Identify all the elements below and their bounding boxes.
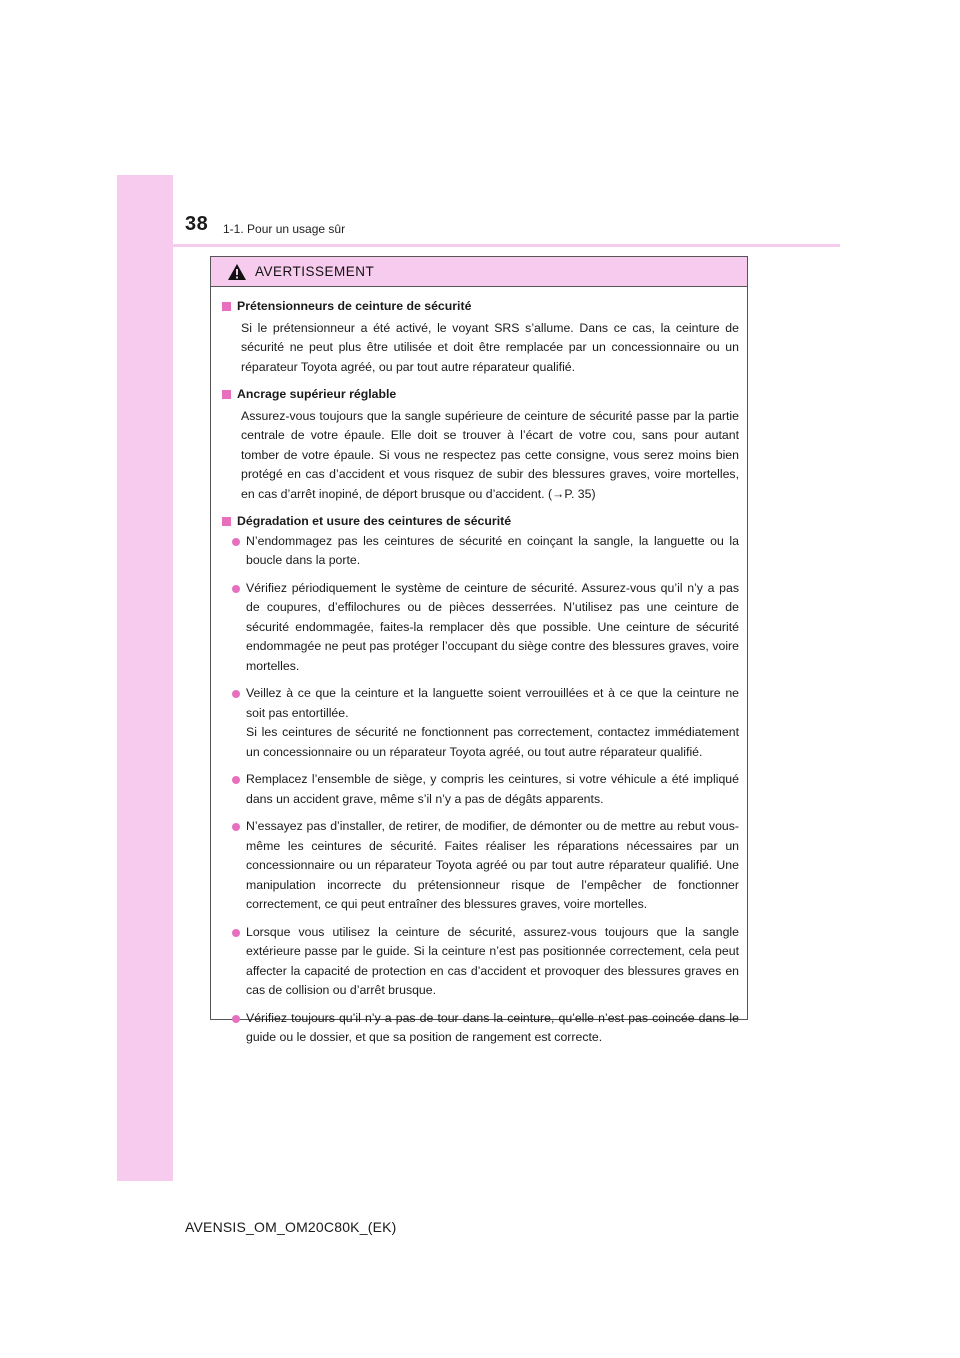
bullet-text: Veillez à ce que la ceinture et la languette soient verrouillées et à ce que la ceinture ne soit pas entortillée. Si les ceintures de sécurité ne fonctionnent pas correctement, contactez immédiatement un concessionnaire ou un réparateur Toyota agréé, ou tout autre réparateur qualifié.: [246, 686, 739, 759]
warning-header: [211, 257, 747, 287]
footer-doc-code: AVENSIS_OM_OM20C80K_(EK): [185, 1219, 397, 1235]
bullet-text: Vérifiez toujours qu’il n’y a pas de tour dans la ceinture, qu’elle n’est pas coincée dans le guide ou le dossier, et que sa position de rangement est correcte.: [246, 1010, 739, 1044]
section-paragraph: Assurez-vous toujours que la sangle supérieure de ceinture de sécurité passe par la partie centrale de votre épaule. Elle doit se trouver à l’écart de votre cou, sans pour autant tomber de votre épaule. Si vous ne respectez pas cette consigne, vous serez moins bien protégé en cas d’accident et vous risquez de subir des blessures graves, voire mortelles, en cas d’arrêt inopiné, de déport brusque ou d’accident. (→P. 35): [241, 408, 739, 501]
section-heading-text: Prétensionneurs de ceinture de sécurité: [237, 299, 472, 313]
bullet-item: [232, 1009, 739, 1048]
bullet-text: Remplacez l’ensemble de siège, y compris les ceintures, si votre véhicule a été impliqué dans un accident grave, même s’il n’y a pas de dégâts apparents.: [246, 772, 739, 806]
section-heading: [219, 385, 739, 405]
section-heading-text: Dégradation et usure des ceintures de sécurité: [237, 514, 512, 528]
round-bullet-icon: [232, 585, 240, 593]
round-bullet-icon: [232, 823, 240, 831]
round-bullet-icon: [232, 1015, 240, 1023]
round-bullet-icon: [232, 538, 240, 546]
square-bullet-icon: [222, 390, 231, 399]
bullet-item: [232, 684, 739, 762]
bullet-item: [232, 579, 739, 677]
warning-section: [219, 512, 739, 1048]
warning-triangle-icon: [227, 263, 247, 281]
round-bullet-icon: [232, 776, 240, 784]
bullet-text: Lorsque vous utilisez la ceinture de sécurité, assurez-vous toujours que la sangle extérieure passe par le guide. Si la ceinture n’est pas positionnée correctement, cela peut affecter la capacité de protection en cas d’accident et provoquer des blessures graves en cas de collision ou d’arrêt brusque.: [246, 924, 739, 997]
bullet-item: [232, 923, 739, 1001]
bullet-text: Vérifiez périodiquement le système de ceinture de sécurité. Assurez-vous qu’il n’y a pas de coupures, d’effilochures ou de pièces desserrées. N’utilisez pas une ceinture de sécurité endommagée, faites-la remplacer dès que possible. Une ceinture de sécurité endommagée ne peut pas protéger l’occupant du siège contre des blessures graves, voire mortelles.: [246, 580, 739, 673]
section-heading: [219, 297, 739, 317]
section-title: 1-1. Pour un usage sûr: [223, 222, 346, 236]
section-paragraph: Si le prétensionneur a été activé, le voyant SRS s’allume. Dans ce cas, la ceinture de sécurité ne peut plus être utilisée et doit être remplacée par un concessionnaire ou un réparateur Toyota agréé, ou par tout autre réparateur qualifié.: [241, 320, 739, 374]
square-bullet-icon: [222, 302, 231, 311]
bullet-item: [232, 770, 739, 809]
warning-body: [211, 287, 747, 1048]
section-heading: [219, 512, 739, 532]
warning-box: [210, 256, 748, 1044]
side-tab-band: [117, 175, 173, 1181]
section-heading-text: Ancrage supérieur réglable: [237, 387, 397, 401]
warning-section: [219, 297, 739, 377]
bullet-text: N’endommagez pas les ceintures de sécurité en coinçant la sangle, la languette ou la boucle dans la porte.: [246, 533, 739, 567]
header-rule: [173, 244, 840, 247]
bullet-text: N’essayez pas d’installer, de retirer, de modifier, de démonter ou de mettre au rebut vous-même les ceintures de sécurité. Faites réaliser les réparations nécessaires par un concessionnaire ou un réparateur Toyota agréé ou par tout autre réparateur qualifié. Une manipulation incorrecte du prétensionneur risque de l’empêcher de fonctionner correctement, ce qui peut entraîner des blessures graves, voire mortelles.: [246, 819, 739, 911]
round-bullet-icon: [232, 690, 240, 698]
warning-label: AVERTISSEMENT: [255, 264, 375, 279]
bullet-item: [232, 817, 739, 915]
round-bullet-icon: [232, 929, 240, 937]
page-number: 38: [185, 213, 209, 235]
warning-section: [219, 385, 739, 504]
square-bullet-icon: [222, 517, 231, 526]
bullet-item: [232, 532, 739, 571]
